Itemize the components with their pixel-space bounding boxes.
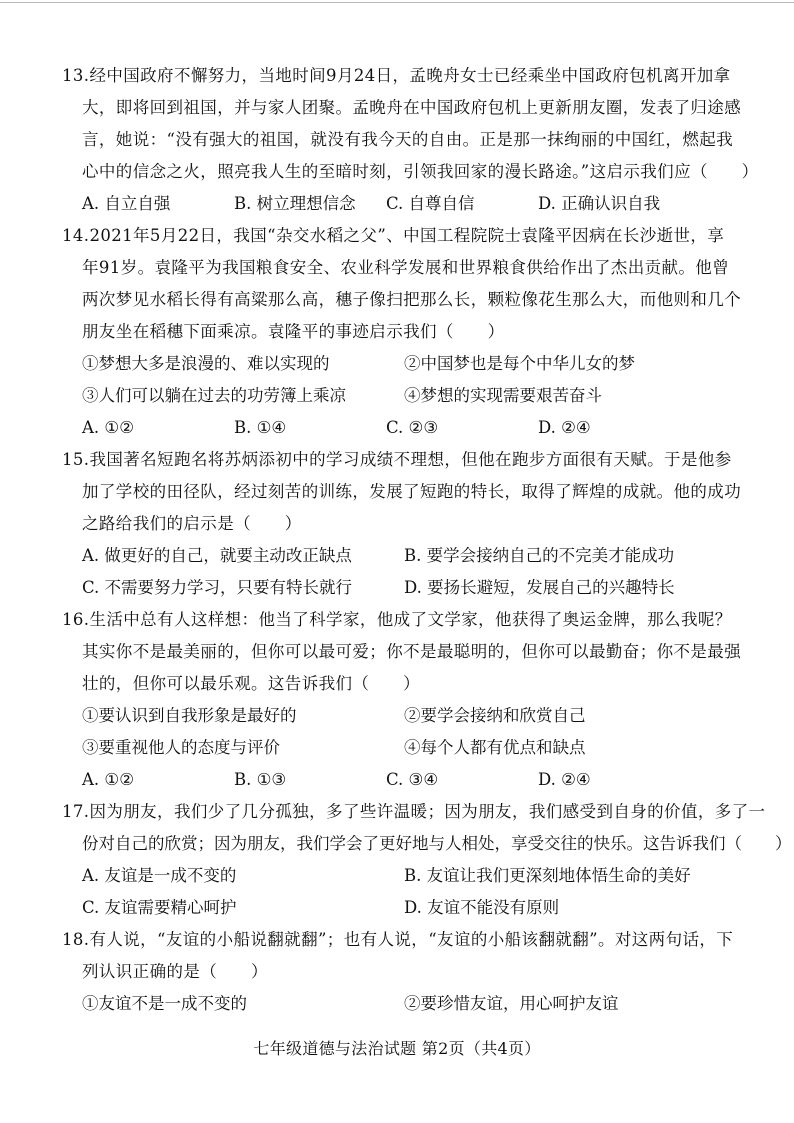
question-16-options — [62, 764, 740, 796]
option-c: C. 不需要努力学习，只要有特长就行 — [82, 578, 353, 597]
question-15-line-3: 之路给我们的启示是（ ） — [82, 514, 302, 533]
option-d: D. ②④ — [538, 418, 591, 437]
question-15 — [62, 444, 740, 604]
option-a: A. ①② — [82, 770, 134, 789]
question-17-line-2: 份对自己的欣赏；因为朋友，我们学会了更好地与人相处，享受交往的快乐。这告诉我们（ ） — [82, 834, 792, 853]
question-17 — [62, 796, 792, 924]
question-14-line-2: 年91岁。袁隆平为我国粮食安全、农业科学发展和世界粮食供给作出了杰出贡献。他曾 — [82, 258, 730, 277]
option-a: A. 自立自强 — [82, 194, 171, 213]
question-18-statements-row-1 — [62, 988, 740, 1020]
option-a: A. 友谊是一成不变的 — [82, 866, 237, 885]
option-d: D. 友谊不能没有原则 — [404, 898, 560, 917]
question-14-line-4: 朋友坐在稻穗下面乘凉。袁隆平的事迹启示我们（ ） — [82, 322, 505, 341]
question-16-statements-row-1 — [62, 700, 740, 732]
option-b: B. 要学会接纳自己的不完美才能成功 — [404, 546, 675, 565]
question-14-statements-row-1 — [62, 348, 740, 380]
question-13 — [62, 60, 759, 220]
statement-3: ③要重视他人的态度与评价 — [82, 738, 280, 757]
top-border-line — [0, 2, 794, 3]
question-16-line-1: 16.生活中总有人这样想：他当了科学家，他成了文学家，他获得了奥运金牌，那么我呢？ — [62, 610, 732, 629]
statement-3: ③人们可以躺在过去的功劳簿上乘凉 — [82, 386, 346, 405]
question-18 — [62, 924, 740, 1020]
question-13-line-2: 大，即将回到祖国，并与家人团聚。孟晚舟在中国政府包机上更新朋友圈，发表了归途感 — [82, 98, 742, 117]
question-17-options-row-1 — [62, 860, 740, 892]
question-15-options-row-2 — [62, 572, 740, 604]
option-c: C. ③④ — [386, 770, 439, 789]
question-14-line-3: 两次梦见水稻长得有高粱那么高，穗子像扫把那么长，颗粒像花生那么大，而他则和几个 — [82, 290, 742, 309]
statement-4: ④每个人都有优点和缺点 — [404, 738, 586, 757]
question-13-line-3: 言，她说：“没有强大的祖国，就没有我今天的自由。正是那一抹绚丽的中国红，燃起我 — [82, 130, 734, 149]
question-14-options — [62, 412, 740, 444]
statement-2: ②要珍惜友谊，用心呵护友谊 — [404, 994, 619, 1013]
option-c: C. 友谊需要精心呵护 — [82, 898, 237, 917]
statement-1: ①要认识到自我形象是最好的 — [82, 706, 297, 725]
question-14-line-1: 14.2021年5月22日，我国“杂交水稻之父”、中国工程院院士袁隆平因病在长沙逝世，享 — [62, 226, 725, 245]
question-14 — [62, 220, 740, 444]
statement-2: ②要学会接纳和欣赏自己 — [404, 706, 586, 725]
question-13-line-4: 心中的信念之火，照亮我人生的至暗时刻，引领我回家的漫长路途。”这启示我们应（ ） — [82, 162, 759, 181]
statement-1: ①梦想大多是浪漫的、难以实现的 — [82, 354, 330, 373]
question-17-line-1: 17.因为朋友，我们少了几分孤独，多了些许温暖；因为朋友，我们感受到自身的价值，多了一 — [62, 802, 766, 821]
question-17-options-row-2 — [62, 892, 740, 924]
question-16-line-2: 其实你不是最美丽的，但你可以最可爱；你不是最聪明的，但你可以最勤奋；你不是最强 — [82, 642, 742, 661]
question-15-line-2: 加了学校的田径队，经过刻苦的训练，发展了短跑的特长，取得了辉煌的成就。他的成功 — [82, 482, 742, 501]
option-b: B. ①④ — [234, 418, 287, 437]
question-13-line-1: 13.经中国政府不懈努力，当地时间9月24日，孟晚舟女士已经乘坐中国政府包机离开加拿 — [62, 66, 731, 85]
question-13-options — [62, 188, 740, 220]
page-footer: 七年级道德与法治试题 第2页（共4页） — [253, 1039, 541, 1058]
option-a: A. 做更好的自己，就要主动改正缺点 — [82, 546, 352, 565]
question-14-statements-row-2 — [62, 380, 740, 412]
statement-1: ①友谊不是一成不变的 — [82, 994, 247, 1013]
statement-4: ④梦想的实现需要艰苦奋斗 — [404, 386, 602, 405]
option-d: D. 要扬长避短，发展自己的兴趣特长 — [404, 578, 675, 597]
option-c: C. ②③ — [386, 418, 439, 437]
question-16 — [62, 604, 740, 796]
question-list — [62, 60, 792, 1020]
option-a: A. ①② — [82, 418, 134, 437]
option-c: C. 自尊自信 — [386, 194, 475, 213]
question-18-line-1: 18.有人说，“友谊的小船说翻就翻”；也有人说，“友谊的小船该翻就翻”。对这两句话，下 — [62, 930, 734, 949]
option-b: B. ①③ — [234, 770, 287, 789]
statement-2: ②中国梦也是每个中华儿女的梦 — [404, 354, 635, 373]
question-15-line-1: 15.我国著名短跑名将苏炳添初中的学习成绩不理想，但他在跑步方面很有天赋。于是他参 — [62, 450, 732, 469]
question-18-line-2: 列认识正确的是（ ） — [82, 962, 268, 981]
question-16-line-3: 壮的，但你可以最乐观。这告诉我们（ ） — [82, 674, 420, 693]
question-15-options-row-1 — [62, 540, 740, 572]
question-16-statements-row-2 — [62, 732, 740, 764]
option-d: D. 正确认识自我 — [538, 194, 661, 213]
option-d: D. ②④ — [538, 770, 591, 789]
option-b: B. 树立理想信念 — [234, 194, 356, 213]
option-b: B. 友谊让我们更深刻地体悟生命的美好 — [404, 866, 691, 885]
